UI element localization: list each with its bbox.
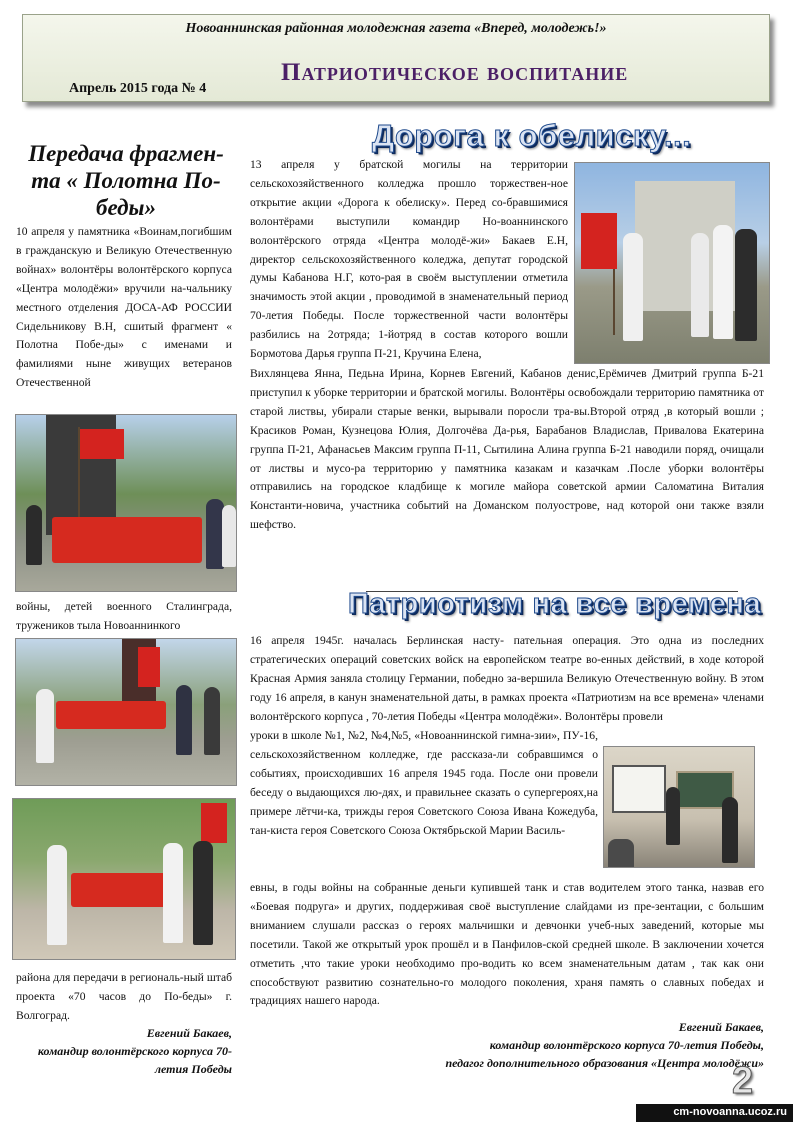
photo-classroom-lesson	[603, 746, 755, 868]
section-title: Патриотическое воспитание	[281, 59, 629, 86]
site-watermark: cm-novoanna.ucoz.ru	[636, 1104, 793, 1122]
road-article-text-2	[250, 365, 764, 535]
person	[47, 845, 67, 945]
projection-screen	[612, 765, 666, 813]
person	[222, 505, 236, 567]
signature-role: командир волонтёрского корпуса 70-летия Победы,	[489, 1038, 764, 1052]
person	[623, 233, 643, 341]
left-article-title: Передача фрагмен-та « Полотна По-беды»	[28, 141, 224, 220]
photo-banner-group	[12, 798, 236, 960]
paragraph: 16 апреля 1945г. началась Берлинская насту- пательная операция. Это одна из последних стратегических операций советских войск на европейском театре во-енных действий, в ходе которой Красная Армия заняла столицу Германии, победно за-вершила Великую Отечественную войну. В этом году 16 апреля, в канун знаменательной даты, в рамках проекта «Патриотизм на все времена» членами волонтёрского корпуса , 70-летия Победы «Центра молодёжи». Волонтёры провели	[250, 634, 764, 723]
photo-banner-handover	[15, 414, 237, 592]
person	[176, 685, 192, 755]
red-banner	[56, 701, 166, 729]
left-article-text-2	[16, 598, 232, 636]
masthead-banner	[22, 14, 770, 102]
red-flag	[201, 803, 227, 843]
person	[163, 843, 183, 943]
red-flag	[138, 647, 160, 687]
road-article-text-1	[250, 156, 568, 364]
patriot-article-text-1	[250, 632, 764, 727]
person	[193, 841, 213, 945]
page-number: 2	[732, 1060, 754, 1102]
red-flag	[581, 213, 617, 269]
paragraph: 10 апреля у памятника «Воинам,погибшим в гражданскую и Великую Отечественную войнах» волонтёры волонтёрского корпуса «Центра молодёжи» вручили на-чальнику местного отделения ДОСА-АФ РОССИИ Сидельникову В.Н, сшитый фрагмент « Полотна Побе-ды» с именами и фамилиями ныне живущих ветеранов Отечественной	[16, 225, 232, 390]
signature-role: педагог дополнительного образования «Центра молодёжи»	[445, 1056, 764, 1070]
paragraph: евны, в годы войны на собранные деньги купившей танк и став водителем этого танка, назвав его «Боевая подруга» и других, поддерживая своё выступление слайдами из пре-зентации, с большим вниманием слушали рассказ о героях мальчишки и девчонки учеб-ных заведений, которые мы посетили. Такой же открытый урок прошёл и в Панфилов-ской средней школе. В заключении хочется отметить ,что такие уроки необходимо про-водить ко всем знаменательным датам , так как они способствуют развитию сознательно-го молодого поколения, храня память о славных победах и традициях нашего народа.	[250, 881, 764, 1008]
signature-name: Евгений Бакаев,	[146, 1026, 232, 1040]
left-article-text-3	[16, 969, 232, 1026]
person	[204, 687, 220, 755]
red-flag	[80, 429, 124, 459]
person	[735, 229, 757, 341]
photo-banner-procession	[15, 638, 237, 786]
paragraph: Вихлянцева Янна, Педьна Ирина, Корнев Евгений, Кабанов денис,Ерёмичев Дмитрий группа Б-21 приступил к уборке территории и братской могилы. Волонтёры освобождали территорию памятника от старой листвы, убирали старые венки, вырывали поросли тра-вы.Второй отряд ,в который вошли ; Красиков Роман, Кузнецова Юлия, Долгочёва Да-рья, Барабанов Владислав, Привалова Екатерина группа П-21, Афанасьев Максим группа П-11, Сытилина Алина группа Б-21 наводили поряд, очищали от листвы и мусо-ра территорию у памятника казакам и казачкам .После уборки волонтёры отправились на городское кладбище к могиле майора советской армии Саломатина Виталия Константи-новича, участника событий на Доманском полуострове, над которой они также взяли шефство.	[250, 367, 764, 532]
patriot-article-text-3	[250, 879, 764, 1011]
newspaper-name: Новоаннинская районная молодежная газета «Вперед, молодежь!»	[185, 21, 607, 36]
road-article-title: Дорога к обелиску...	[372, 118, 692, 153]
person	[36, 689, 54, 763]
person	[666, 787, 680, 845]
paragraph: уроки в школе №1, №2, №4,№5, «Новоаннинской гимна-зии», ПУ-16, сельскохозяйственном колледже, где рассказа-ли собравшимся о событиях, происходивших 16 апреля 1945 года. После они провели беседу о выдающихся лю-дях, и правильнее сказать о супергероях,на примере лётчи-ка, трижды героя Советского Союза Ивана Кожедуба, тан-киста героя Советского Союза Октябрьской Марии Василь-	[250, 729, 598, 837]
patriot-article-text-2	[250, 727, 598, 840]
person	[722, 797, 738, 863]
issue-date: Апрель 2015 года № 4	[69, 81, 207, 96]
left-article-signature	[16, 1024, 232, 1078]
person	[608, 839, 634, 868]
signature-role: командир волонтёрского корпуса 70-летия Победы	[37, 1044, 232, 1076]
photo-obelisk-volunteers	[574, 162, 770, 364]
paragraph: 13 апреля у братской могилы на территории сельскохозяйственного колледжа прошло торжествен-ное открытие акции «Дорога к обелиску». Перед со-бравшимися волонтёрами выступили командир Но-воаннинского волонтёрского отряда «Центра молодё-жи» Бакаев Е.Н, директор сельскохозяйственного коледжа, депутат городской думы Кабанова Н.Г, кото-рая в своём выступлении отметила значимость этой акции , проводимой в знаменательный период 70-летия Победы. После торжественной части волонтёры разбились на 2отряда; 1-йотряд в состав которого вошли Бормотова Дарья группа П-21, Кручина Елена,	[250, 158, 568, 361]
paragraph: войны, детей военного Сталинграда, тружеников тыла Новоаннинкого	[16, 600, 232, 632]
patriot-article-signature	[380, 1018, 764, 1072]
patriot-article-title: Патриотизм на все времена	[348, 588, 762, 620]
red-banner	[52, 517, 202, 563]
person	[713, 225, 733, 339]
person	[26, 505, 42, 565]
paragraph: района для передачи в региональ-ный штаб проекта «70 часов до По-беды» г. Волгоград.	[16, 971, 232, 1022]
signature-name: Евгений Бакаев,	[678, 1020, 764, 1034]
left-article-text-1	[16, 223, 232, 393]
person	[691, 233, 709, 337]
